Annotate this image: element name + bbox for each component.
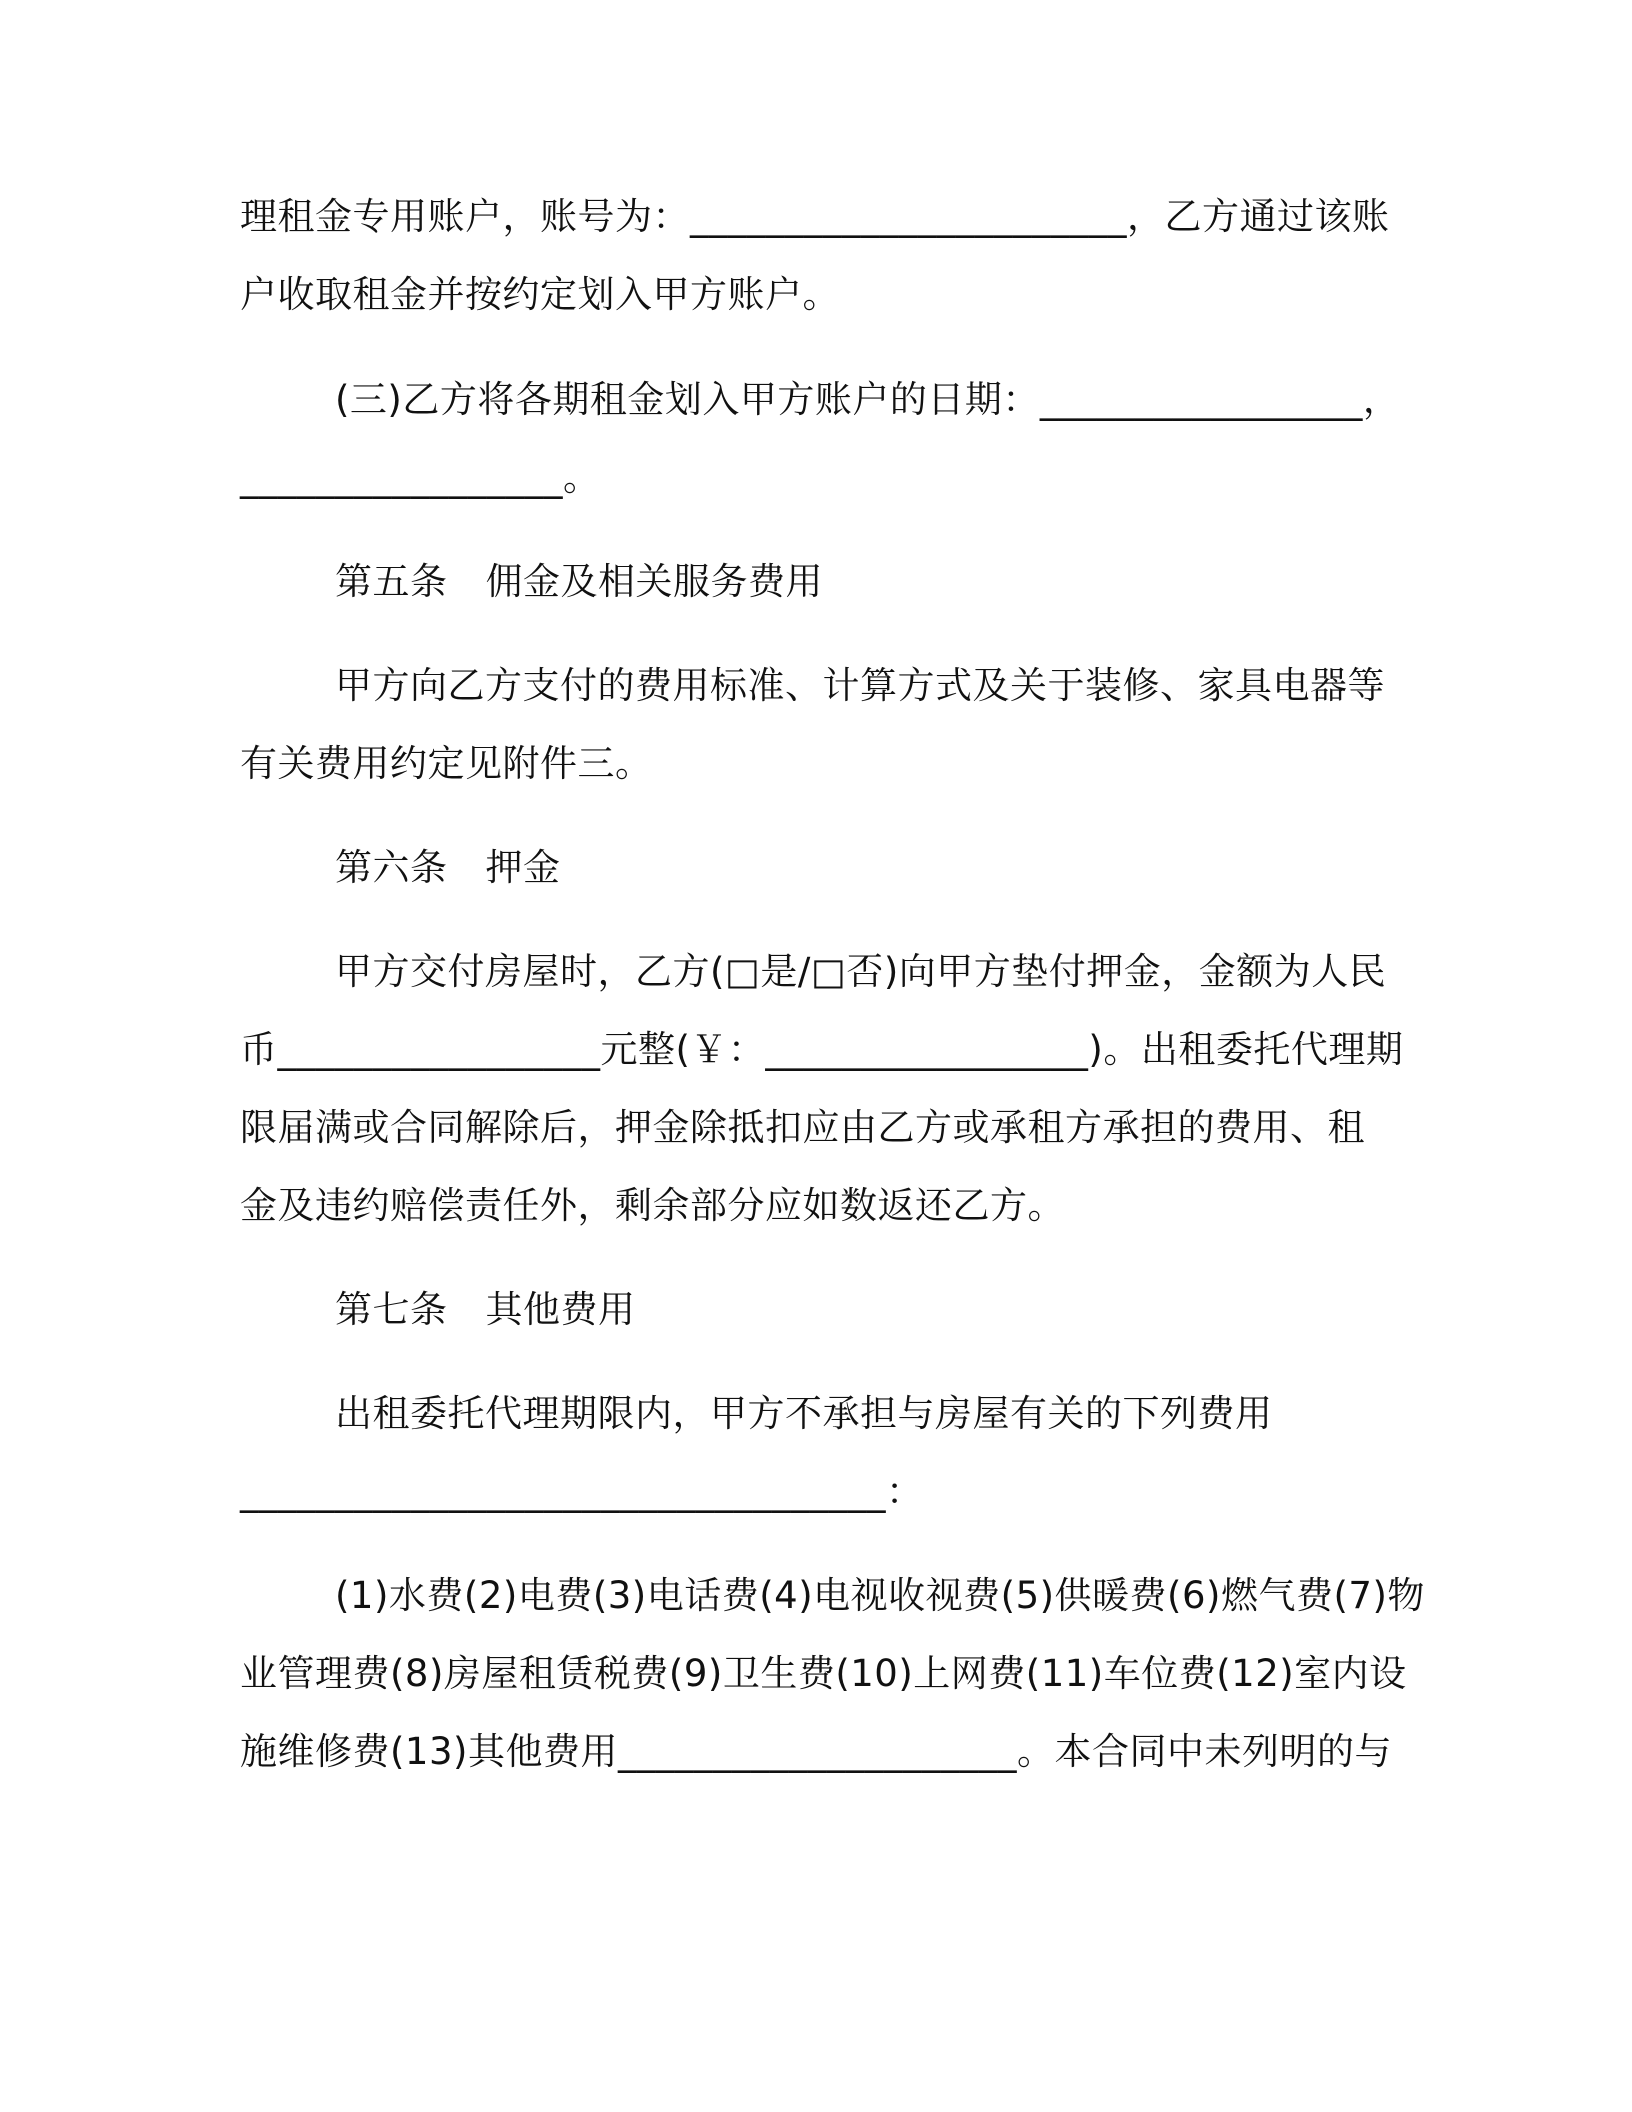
article-5-title: 佣金及相关服务费用 bbox=[485, 560, 823, 603]
article-7-heading bbox=[335, 1285, 636, 1335]
account-paragraph-line-1: 理租金专用账户，账号为：_______________________，乙方通过该账 bbox=[240, 195, 1390, 238]
article-6-title: 押金 bbox=[485, 846, 561, 889]
other-fees-paragraph-line-2: __________________________________： bbox=[240, 1470, 924, 1513]
article-7-title: 其他费用 bbox=[485, 1288, 636, 1331]
deposit-paragraph-line-2: 币_________________元整(￥：_________________)。出租委托代理期 bbox=[240, 1028, 1404, 1071]
fee-list-line-1: (1)水费(2)电费(3)电话费(4)电视收视费(5)供暖费(6)燃气费(7)物 bbox=[335, 1574, 1425, 1617]
fees-paragraph-line-2: 有关费用约定见附件三。 bbox=[240, 742, 653, 785]
transfer-date-paragraph-line-1: (三)乙方将各期租金划入甲方账户的日期：_________________， bbox=[335, 378, 1401, 421]
article-6-heading bbox=[335, 843, 561, 893]
deposit-paragraph-line-1: 甲方交付房屋时，乙方(□是/□否)向甲方垫付押金，金额为人民 bbox=[335, 950, 1387, 993]
article-5-number: 第五条 bbox=[335, 560, 448, 603]
article-5-heading bbox=[335, 557, 823, 607]
article-6-number: 第六条 bbox=[335, 846, 448, 889]
transfer-date-paragraph-line-2: _________________。 bbox=[240, 456, 601, 499]
fee-list-line-2: 业管理费(8)房屋租赁税费(9)卫生费(10)上网费(11)车位费(12)室内设 bbox=[240, 1652, 1407, 1695]
other-fees-paragraph-line-1: 出租委托代理期限内，甲方不承担与房屋有关的下列费用 bbox=[335, 1392, 1273, 1435]
fee-list-line-3: 施维修费(13)其他费用_____________________。本合同中未列明的与 bbox=[240, 1730, 1392, 1773]
account-paragraph-line-2: 户收取租金并按约定划入甲方账户。 bbox=[240, 273, 840, 316]
fees-paragraph-line-1: 甲方向乙方支付的费用标准、计算方式及关于装修、家具电器等 bbox=[335, 664, 1385, 707]
deposit-paragraph-line-3: 限届满或合同解除后，押金除抵扣应由乙方或承租方承担的费用、租 bbox=[240, 1106, 1365, 1149]
article-7-number: 第七条 bbox=[335, 1288, 448, 1331]
deposit-paragraph-line-4: 金及违约赔偿责任外，剩余部分应如数返还乙方。 bbox=[240, 1184, 1065, 1227]
